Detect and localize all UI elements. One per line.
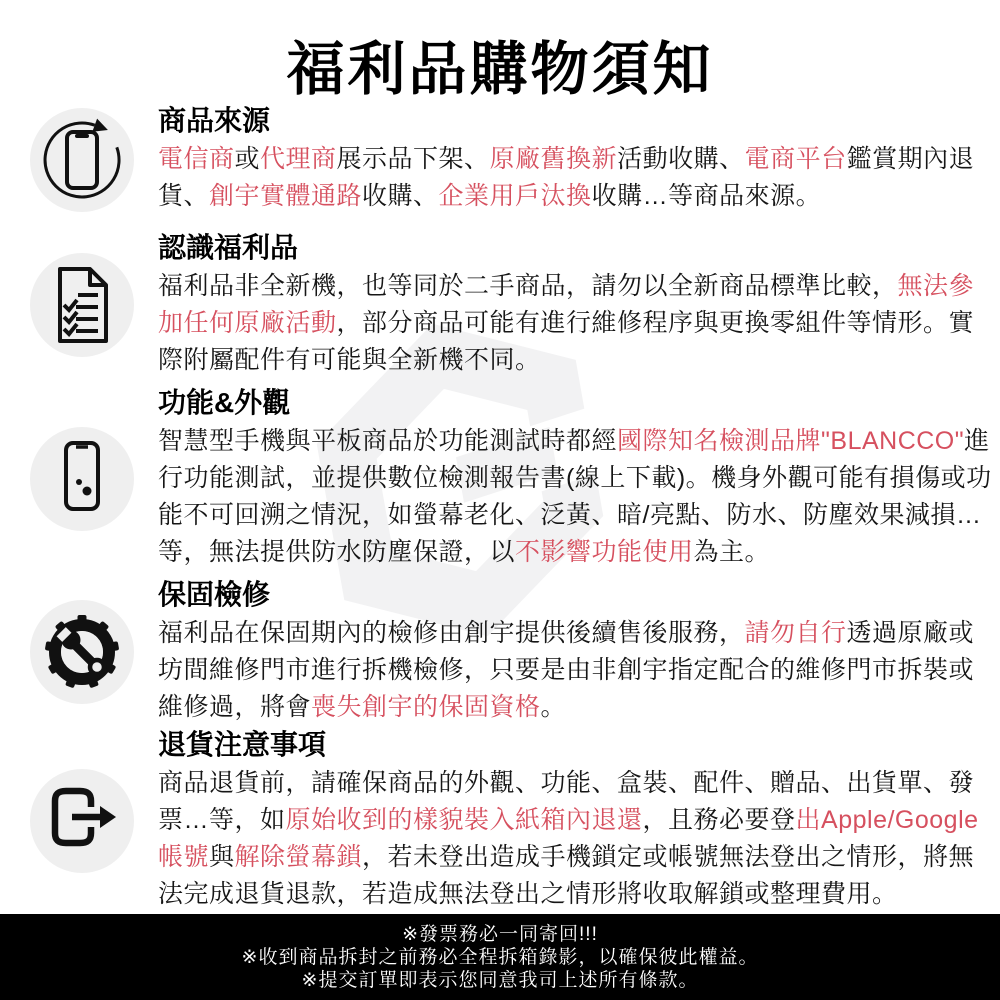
- section-function-appearance: [30, 386, 992, 571]
- phone-refresh-icon: [30, 108, 134, 212]
- body-text-segment: 不影響功能使用: [515, 538, 694, 566]
- page-title: 福利品購物須知: [286, 37, 714, 102]
- body-text-segment: 解除螢幕鎖: [234, 843, 363, 871]
- section-product-source: [30, 104, 982, 215]
- body-text-segment: 福利品在保固期內的檢修由創宇提供後續售後服務，: [158, 619, 745, 647]
- footer-note-line: ※發票務必一同寄回!!!: [402, 924, 598, 945]
- body-text-segment: 鑑賞期內退: [846, 145, 975, 173]
- body-text-segment: 貨、: [158, 182, 210, 210]
- body-text-segment: 國際知名檢測品牌"BLANCCO": [617, 427, 965, 455]
- body-text-segment: 活動收購、: [617, 145, 745, 173]
- section-return-notes: [30, 728, 982, 913]
- body-text-segment: 電信商: [158, 145, 235, 173]
- section-know-refurbished: [30, 231, 982, 379]
- body-text-segment: 請勿自行: [744, 619, 847, 647]
- body-text-segment: ，部分商品可能有進行維修程序與更換零組件等情形。實: [336, 309, 975, 337]
- section-body: [158, 423, 992, 571]
- phone-dots-icon: [30, 427, 134, 531]
- footer-note-bar: [0, 914, 1000, 1000]
- body-text-segment: 進: [964, 427, 990, 455]
- body-text-segment: 等，無法提供防水防塵保證，以: [158, 538, 516, 566]
- section-body: [158, 268, 982, 379]
- section-body: [158, 765, 982, 913]
- body-text-segment: 收購、: [362, 182, 439, 210]
- body-text-segment: 為主。: [693, 538, 771, 566]
- footer-note-line: ※提交訂單即表示您同意我司上述所有條款。: [301, 970, 699, 991]
- body-text-segment: 創宇實體通路: [209, 182, 363, 210]
- footer-note-line: ※收到商品拆封之前務必全程拆箱錄影，以確保彼此權益。: [241, 947, 759, 968]
- checklist-icon: [30, 253, 134, 357]
- body-text-segment: 加任何原廠活動: [158, 309, 337, 337]
- body-text-segment: 無法參: [897, 272, 975, 300]
- section-body: [158, 141, 982, 215]
- body-text-segment: 能不可回溯之情況，如螢幕老化、泛黃、暗/亮點、防水、防塵效果減損…: [158, 501, 982, 529]
- body-text-segment: 法完成退貨退款，若造成無法登出之情形將收取解鎖或整理費用。: [158, 880, 898, 908]
- body-text-segment: 喪失創宇的保固資格: [311, 693, 541, 721]
- body-text-segment: 福利品非全新機，也等同於二手商品，請勿以全新商品標準比較，: [158, 272, 898, 300]
- body-text-segment: 展示品下架、: [336, 145, 490, 173]
- body-text-segment: 坊間維修門市進行拆機檢修，只要是由非創宇指定配合的維修門市拆裝或: [158, 656, 975, 684]
- body-text-segment: 出Apple/Google: [795, 806, 979, 834]
- body-text-segment: 智慧型手機與平板商品於功能測試時都經: [158, 427, 618, 455]
- body-text-segment: 際附屬配件有可能與全新機不同。: [158, 346, 541, 374]
- body-text-segment: 與: [209, 843, 235, 871]
- body-text-segment: 透過原廠或: [846, 619, 975, 647]
- body-text-segment: 帳號: [158, 843, 210, 871]
- body-text-segment: 票…等，如: [158, 806, 286, 834]
- body-text-segment: 代理商: [260, 145, 337, 173]
- logout-arrow-icon: [30, 769, 134, 873]
- section-body: [158, 615, 982, 726]
- body-text-segment: 原廠舊換新: [489, 145, 618, 173]
- body-text-segment: ，若未登出造成手機鎖定或帳號無法登出之情形，將無: [362, 843, 975, 871]
- section-heading: 保固檢修: [158, 579, 271, 610]
- body-text-segment: 收購…等商品來源。: [591, 182, 822, 210]
- body-text-segment: 原始收到的樣貌裝入紙箱內退還: [285, 806, 643, 834]
- body-text-segment: 或: [234, 145, 261, 173]
- gear-wrench-icon: [30, 600, 134, 704]
- body-text-segment: ，且務必要登: [642, 806, 796, 834]
- body-text-segment: 。: [540, 693, 567, 721]
- body-text-segment: 電商平台: [744, 145, 847, 173]
- body-text-segment: 維修過，將會: [158, 693, 312, 721]
- body-text-segment: 商品退貨前，請確保商品的外觀、功能、盒裝、配件、贈品、出貨單、發: [158, 769, 975, 797]
- section-heading: 功能&外觀: [158, 387, 291, 418]
- section-warranty-service: [30, 578, 982, 726]
- section-heading: 退貨注意事項: [158, 729, 327, 760]
- body-text-segment: 行功能測試，並提供數位檢測報告書(線上下載)。機身外觀可能有損傷或功: [158, 464, 992, 492]
- section-heading: 認識福利品: [158, 232, 299, 263]
- body-text-segment: 企業用戶汰換: [438, 182, 592, 210]
- section-heading: 商品來源: [158, 105, 271, 136]
